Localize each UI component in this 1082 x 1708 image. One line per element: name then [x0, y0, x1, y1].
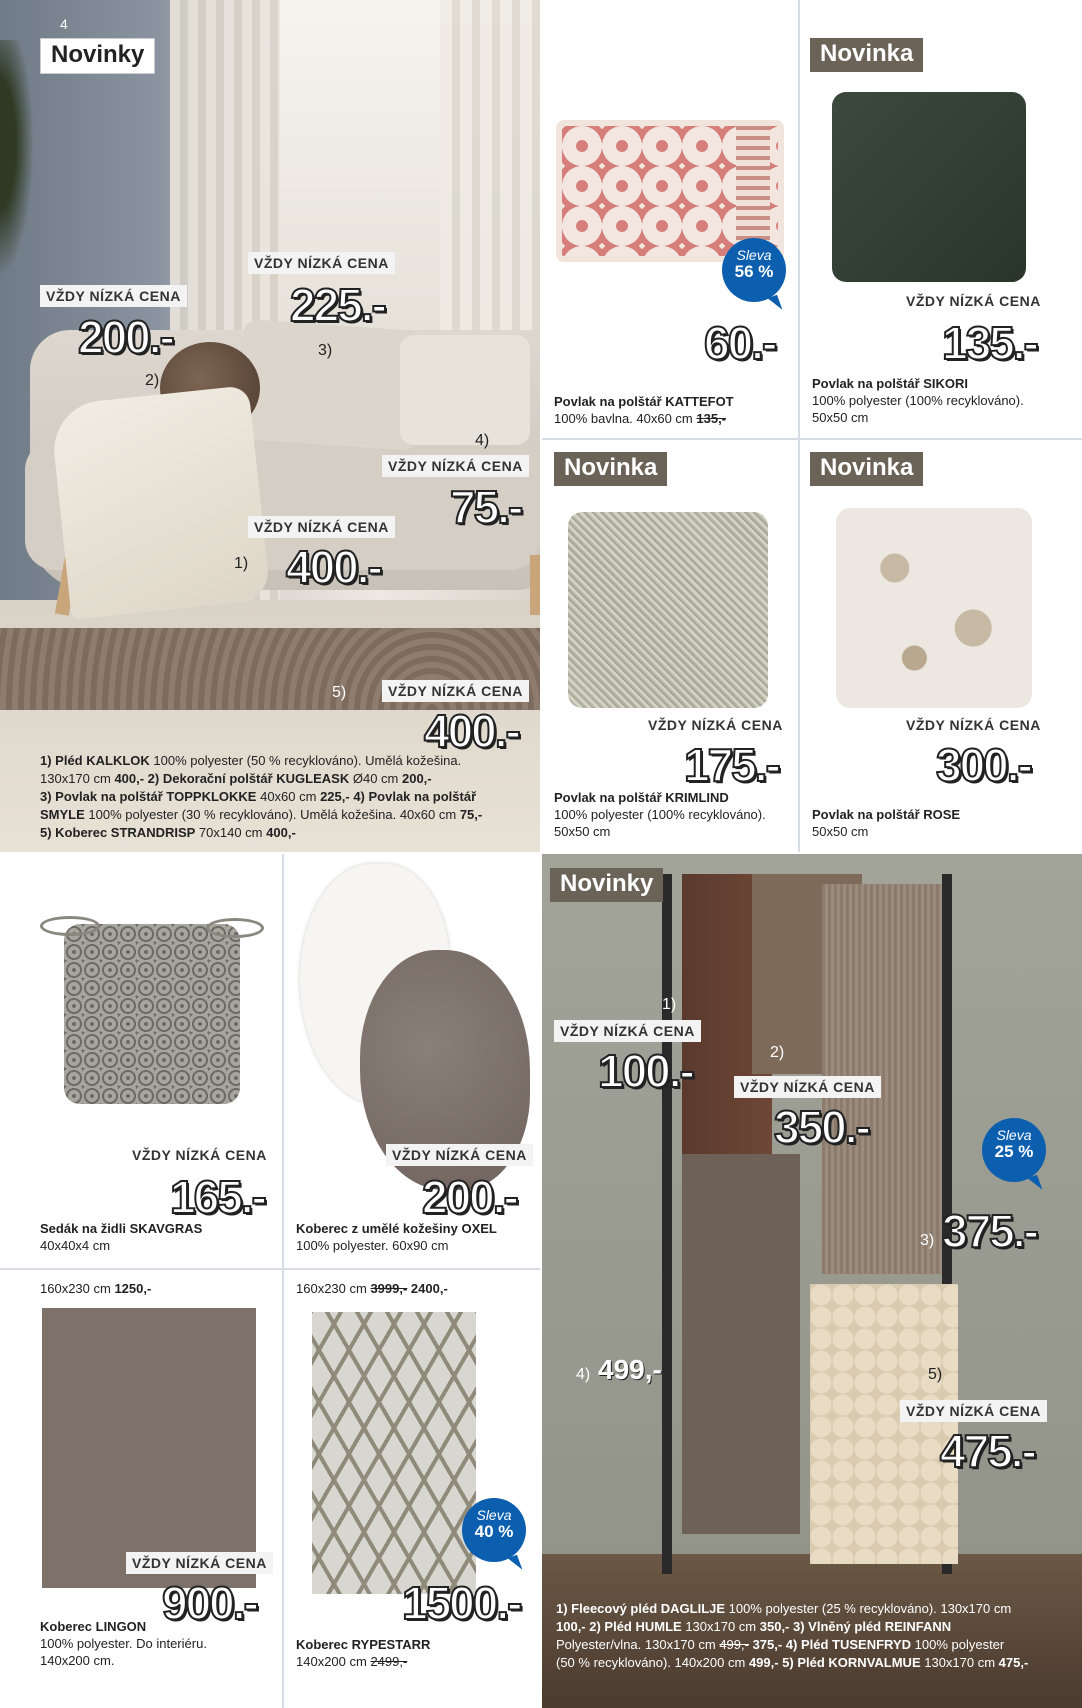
product-oxel[interactable] — [284, 854, 540, 1268]
tag-label-3: VŽDY NÍZKÁ CENA — [248, 252, 395, 274]
desc-rypestarr: Koberec RYPESTARR 140x200 cm 2499,- — [296, 1637, 431, 1669]
desc-rose: Povlak na polštář ROSE 50x50 cm — [812, 807, 961, 839]
price-kattefot: 60.- — [704, 317, 776, 369]
tag-lingon: VŽDY NÍZKÁ CENA — [126, 1552, 273, 1574]
num-throw-2: 2) — [770, 1044, 785, 1061]
throw-kalklok — [49, 385, 270, 620]
price-throw-5: 475.- — [940, 1425, 1035, 1477]
pillow-rose-image — [836, 508, 1032, 708]
size-note-lingon: 160x230 cm 1250,- — [40, 1281, 152, 1296]
tag-oxel: VŽDY NÍZKÁ CENA — [386, 1144, 533, 1166]
tag-label-5: VŽDY NÍZKÁ CENA — [382, 680, 529, 702]
price-2: 200.- — [78, 311, 173, 363]
price-1: 400.- — [286, 541, 381, 593]
pillow-kattefot-border — [736, 126, 770, 256]
pillow-sikori-image — [832, 92, 1026, 282]
page-number: 4 — [60, 16, 68, 32]
num-3: 3) — [318, 342, 333, 359]
seat-pad-skavgras-image — [64, 924, 240, 1104]
price-throw-2: 350.- — [774, 1101, 869, 1153]
price-throw-1: 100.- — [598, 1045, 693, 1097]
desc-lingon: Koberec LINGON 100% polyester. Do interiéru. 140x200 cm. — [40, 1619, 207, 1668]
tag-skavgras: VŽDY NÍZKÁ CENA — [126, 1144, 273, 1166]
price-rose: 300.- — [936, 739, 1031, 791]
desc-kattefot: Povlak na polštář KATTEFOT 100% bavlna. 40x60 cm 135,- — [554, 394, 734, 426]
badge-throws: Novinky — [550, 868, 663, 902]
tag-throw-1: VŽDY NÍZKÁ CENA — [554, 1020, 701, 1042]
num-1: 1) — [234, 555, 249, 572]
tag-throw-2: VŽDY NÍZKÁ CENA — [734, 1076, 881, 1098]
badge-krimlind: Novinka — [554, 452, 667, 486]
sale-badge-rypestarr: Sleva 40 % — [462, 1498, 526, 1562]
tag-label-2: VŽDY NÍZKÁ CENA — [40, 285, 187, 307]
ladder-left — [662, 874, 672, 1574]
product-kattefot[interactable] — [542, 0, 798, 438]
sale-badge-throw-3: Sleva 25 % — [982, 1118, 1046, 1182]
tag-label-1: VŽDY NÍZKÁ CENA — [248, 516, 395, 538]
cushion-topp — [236, 319, 424, 451]
price-rypestarr: 1500.- — [402, 1577, 521, 1629]
price-4: 75.- — [450, 481, 522, 533]
desc-skavgras: Sedák na židli SKAVGRAS 40x40x4 cm — [40, 1221, 203, 1253]
throw-tusenfryd — [682, 1154, 800, 1534]
novinky-badge: Novinky — [40, 38, 155, 74]
price-3: 225.- — [290, 279, 385, 331]
price-5: 400.- — [424, 705, 519, 757]
sale-badge-kattefot: Sleva 56 % — [722, 238, 786, 302]
tag-throw-5: VŽDY NÍZKÁ CENA — [900, 1400, 1047, 1422]
desc-krimlind: Povlak na polštář KRIMLIND 100% polyester (100% recyklováno). 50x50 cm — [554, 790, 766, 839]
pillow-krimlind-image — [568, 512, 768, 708]
product-rypestarr[interactable] — [284, 1270, 540, 1708]
price-krimlind: 175.- — [684, 739, 779, 791]
price-sikori: 135.- — [942, 317, 1037, 369]
tag-krimlind: VŽDY NÍZKÁ CENA — [642, 714, 789, 736]
product-krimlind[interactable] — [542, 440, 798, 852]
divider-v-1 — [798, 0, 800, 852]
desc-sikori: Povlak na polštář SIKORI 100% polyester (100% recyklováno). 50x50 cm — [812, 376, 1024, 425]
plant — [0, 40, 40, 300]
num-throw-4: 4) — [576, 1366, 591, 1383]
divider-v-2 — [282, 854, 284, 1708]
hero-panel — [0, 0, 540, 852]
price-oxel: 200.- — [422, 1171, 517, 1223]
desc-oxel: Koberec z umělé kožešiny OXEL 100% polyester. 60x90 cm — [296, 1221, 497, 1253]
num-4: 4) — [475, 432, 490, 449]
tag-sikori: VŽDY NÍZKÁ CENA — [900, 290, 1047, 312]
product-rose[interactable] — [800, 440, 1082, 852]
price-throw-4: 499,- — [598, 1354, 662, 1385]
sofa-leg-2 — [530, 555, 540, 615]
divider-h-2 — [0, 1268, 540, 1270]
throws-description: 1) Fleecový pléd DAGLILJE 100% polyester (25 % recyklováno). 130x170 cm 100,- 2) Pléd HUMLE 130x170 cm 350,- 3) Vlněný pléd REINFANN Polyester/vlna. 130x170 cm 499,- 375,- 4) Pléd TUSENFRYD 100% polyester (50 % recyklováno). 140x200 cm 499,- 5) Pléd KORNVALMUE 130x170 cm 475,- — [556, 1601, 1029, 1670]
tag-rose: VŽDY NÍZKÁ CENA — [900, 714, 1047, 736]
product-lingon[interactable] — [0, 1270, 282, 1708]
num-throw-1: 1) — [662, 996, 677, 1013]
hero-description: 1) Pléd KALKLOK 100% polyester (50 % recyklováno). Umělá kožešina. 130x170 cm 400,- 2) Dekorační polštář KUGLEASK Ø40 cm 200,- 3) Povlak na polštář TOPPKLOKKE 40x60 cm 225,- 4) Povlak na polštář SMYLE 100% polyester (30 % recyklováno). Umělá kožešina. 40x60 cm 75,- 5) Koberec STRANDRISP 70x140 cm 400,- — [40, 753, 483, 840]
throw-kornvalmue — [810, 1284, 958, 1564]
seat-pad-tie-right — [206, 918, 264, 938]
product-sikori[interactable] — [800, 0, 1082, 438]
num-5: 5) — [332, 684, 347, 701]
price-skavgras: 165.- — [170, 1171, 265, 1223]
throws-panel — [542, 854, 1082, 1708]
num-throw-5: 5) — [928, 1366, 943, 1383]
size-note-rypestarr: 160x230 cm 3999,- 2400,- — [296, 1281, 448, 1296]
num-throw-3: 3) — [920, 1232, 935, 1249]
rug-lingon-image — [42, 1308, 256, 1588]
price-lingon: 900.- — [162, 1577, 257, 1629]
tag-label-4: VŽDY NÍZKÁ CENA — [382, 455, 529, 477]
cushion-smyle — [400, 335, 530, 445]
num-2: 2) — [145, 372, 160, 389]
badge-sikori: Novinka — [810, 38, 923, 72]
product-skavgras[interactable] — [0, 854, 282, 1268]
seat-pad-tie-left — [40, 916, 100, 936]
divider-h-1 — [542, 438, 1082, 440]
badge-rose: Novinka — [810, 452, 923, 486]
price-throw-3: 375.- — [942, 1205, 1037, 1257]
rug-rypestarr-image — [312, 1312, 476, 1594]
curtain-right — [440, 0, 540, 360]
